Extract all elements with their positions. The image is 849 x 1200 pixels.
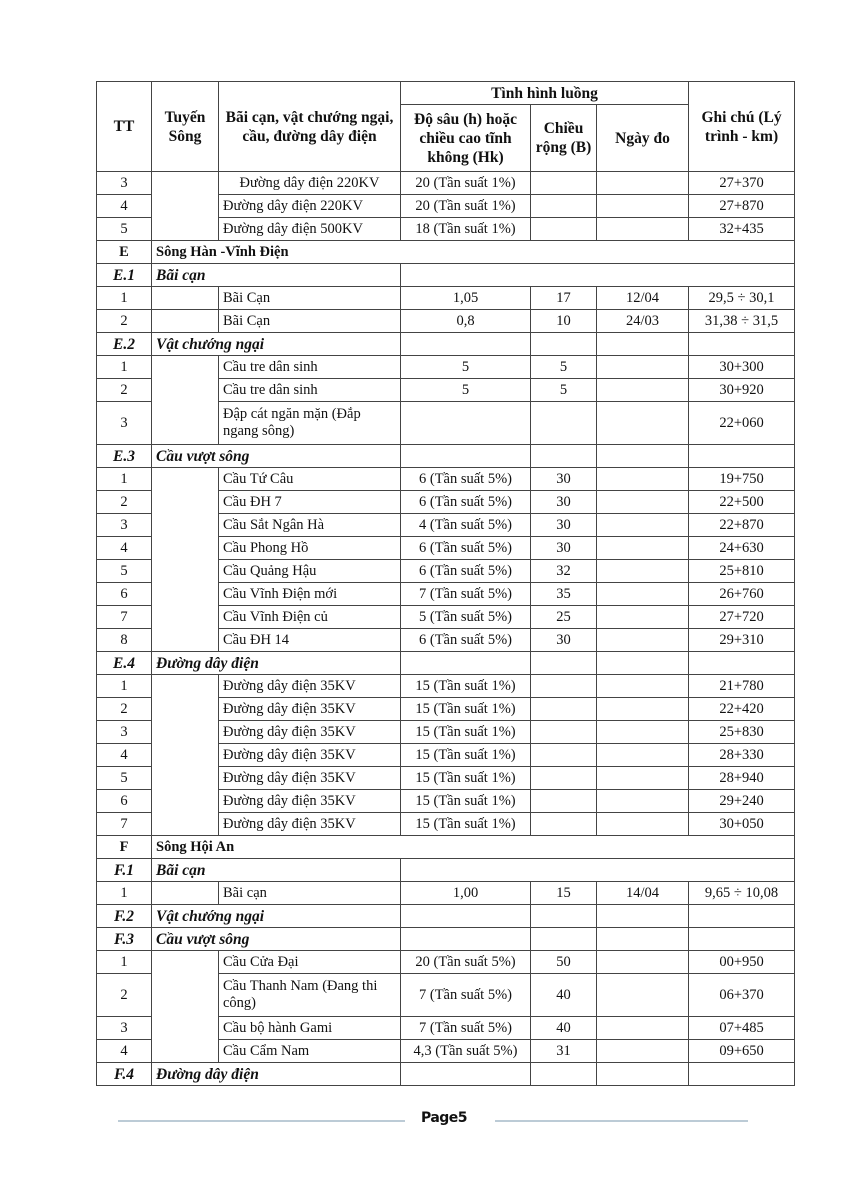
subsection-title: Bãi cạn (152, 859, 401, 882)
row-depth: 20 (Tần suất 5%) (401, 951, 531, 974)
row-name: Đường dây điện 220KV (219, 172, 401, 195)
row-note: 00+950 (689, 951, 795, 974)
row-depth: 6 (Tần suất 5%) (401, 560, 531, 583)
empty-cell (597, 1063, 689, 1086)
row-tt: 1 (97, 951, 152, 974)
row-date (597, 790, 689, 813)
section-code: F (97, 836, 152, 859)
row-note: 25+830 (689, 721, 795, 744)
row-tt: 5 (97, 218, 152, 241)
empty-cell (597, 333, 689, 356)
row-width: 15 (531, 882, 597, 905)
row-note: 28+330 (689, 744, 795, 767)
table-row (97, 675, 795, 698)
row-note: 22+500 (689, 491, 795, 514)
row-width: 40 (531, 1017, 597, 1040)
row-name: Bãi cạn (219, 882, 401, 905)
row-date (597, 606, 689, 629)
empty-cell (597, 445, 689, 468)
row-date (597, 491, 689, 514)
empty-cell (597, 905, 689, 928)
row-note: 24+630 (689, 537, 795, 560)
subsection-row-f4 (97, 1063, 795, 1086)
table-row (97, 468, 795, 491)
subsection-row-f3 (97, 928, 795, 951)
row-note: 25+810 (689, 560, 795, 583)
row-name: Cầu bộ hành Gami (219, 1017, 401, 1040)
empty-cell (689, 905, 795, 928)
col-header-tinh-hinh-luong: Tình hình luồng (401, 82, 689, 105)
row-tt: 3 (97, 1017, 152, 1040)
row-tt: 2 (97, 310, 152, 333)
subsection-title: Vật chướng ngại (152, 905, 401, 928)
row-name: Cầu Phong Hồ (219, 537, 401, 560)
row-width (531, 402, 597, 445)
row-name: Đường dây điện 35KV (219, 744, 401, 767)
row-note: 32+435 (689, 218, 795, 241)
row-depth: 6 (Tần suất 5%) (401, 629, 531, 652)
row-depth: 7 (Tần suất 5%) (401, 583, 531, 606)
row-depth: 6 (Tần suất 5%) (401, 491, 531, 514)
subsection-row-f1 (97, 859, 795, 882)
subsection-title: Đường dây điện (152, 1063, 401, 1086)
river-cell (152, 951, 219, 1063)
row-width: 30 (531, 537, 597, 560)
row-depth: 15 (Tần suất 1%) (401, 767, 531, 790)
subsection-title: Cầu vượt sông (152, 928, 401, 951)
row-width: 30 (531, 514, 597, 537)
row-name: Cầu Quảng Hậu (219, 560, 401, 583)
row-name: Cầu ĐH 14 (219, 629, 401, 652)
row-name: Bãi Cạn (219, 310, 401, 333)
subsection-row-e2 (97, 333, 795, 356)
row-width: 50 (531, 951, 597, 974)
row-name: Cầu Vĩnh Điện củ (219, 606, 401, 629)
row-date (597, 675, 689, 698)
row-depth: 1,05 (401, 287, 531, 310)
row-name: Cầu Cẩm Nam (219, 1040, 401, 1063)
row-tt: 4 (97, 1040, 152, 1063)
row-depth: 5 (401, 356, 531, 379)
row-depth: 6 (Tần suất 5%) (401, 468, 531, 491)
row-width (531, 813, 597, 836)
row-name: Đường dây điện 35KV (219, 721, 401, 744)
section-title: Sông Hàn -Vĩnh Điện (152, 241, 795, 264)
table-row (97, 356, 795, 379)
row-note: 27+720 (689, 606, 795, 629)
empty-cell (531, 333, 597, 356)
table-row (97, 172, 795, 195)
row-depth: 15 (Tần suất 1%) (401, 744, 531, 767)
subsection-code: E.1 (97, 264, 152, 287)
row-note: 09+650 (689, 1040, 795, 1063)
col-header-ngay-do: Ngày đo (597, 105, 689, 172)
row-date (597, 951, 689, 974)
row-note: 22+060 (689, 402, 795, 445)
river-obstacle-table (96, 81, 795, 1086)
row-tt: 4 (97, 195, 152, 218)
row-tt: 2 (97, 379, 152, 402)
row-width: 5 (531, 379, 597, 402)
row-tt: 1 (97, 675, 152, 698)
row-name: Cầu tre dân sinh (219, 356, 401, 379)
section-code: E (97, 241, 152, 264)
empty-cell (689, 928, 795, 951)
row-width: 32 (531, 560, 597, 583)
river-cell (152, 675, 219, 836)
row-width (531, 698, 597, 721)
row-name: Đường dây điện 35KV (219, 698, 401, 721)
row-note: 27+370 (689, 172, 795, 195)
row-date (597, 514, 689, 537)
empty-cell (401, 264, 795, 287)
row-tt: 2 (97, 974, 152, 1017)
empty-cell (531, 445, 597, 468)
col-header-bai-can: Bãi cạn, vật chướng ngại, cầu, đường dây điện (219, 82, 401, 172)
empty-cell (597, 652, 689, 675)
row-width (531, 767, 597, 790)
subsection-row-e3 (97, 445, 795, 468)
row-width: 10 (531, 310, 597, 333)
empty-cell (531, 905, 597, 928)
row-date: 24/03 (597, 310, 689, 333)
row-depth: 5 (401, 379, 531, 402)
row-date (597, 721, 689, 744)
subsection-title: Bãi cạn (152, 264, 401, 287)
row-date (597, 767, 689, 790)
row-name: Đường dây điện 35KV (219, 813, 401, 836)
row-date (597, 698, 689, 721)
row-name: Cầu Cửa Đại (219, 951, 401, 974)
row-depth: 15 (Tần suất 1%) (401, 675, 531, 698)
footer-rule-left (118, 1120, 405, 1122)
row-date (597, 560, 689, 583)
row-tt: 7 (97, 813, 152, 836)
row-width (531, 218, 597, 241)
row-tt: 6 (97, 583, 152, 606)
row-date (597, 744, 689, 767)
empty-cell (689, 1063, 795, 1086)
row-name: Đường dây điện 35KV (219, 790, 401, 813)
row-note: 07+485 (689, 1017, 795, 1040)
subsection-title: Vật chướng ngại (152, 333, 401, 356)
row-name: Cầu Sắt Ngân Hà (219, 514, 401, 537)
section-row-f (97, 836, 795, 859)
row-date (597, 974, 689, 1017)
section-title: Sông Hội An (152, 836, 795, 859)
subsection-row-f2 (97, 905, 795, 928)
empty-cell (401, 928, 531, 951)
row-note: 22+420 (689, 698, 795, 721)
river-cell (152, 882, 219, 905)
subsection-title: Đường dây điện (152, 652, 401, 675)
row-name: Cầu Tứ Câu (219, 468, 401, 491)
row-tt: 3 (97, 172, 152, 195)
row-tt: 2 (97, 698, 152, 721)
empty-cell (689, 333, 795, 356)
row-date (597, 379, 689, 402)
row-note: 30+050 (689, 813, 795, 836)
row-note: 29,5 ÷ 30,1 (689, 287, 795, 310)
subsection-code: F.1 (97, 859, 152, 882)
empty-cell (401, 1063, 531, 1086)
river-cell (152, 310, 219, 333)
row-tt: 4 (97, 744, 152, 767)
subsection-code: E.2 (97, 333, 152, 356)
row-date (597, 1040, 689, 1063)
table-row (97, 310, 795, 333)
row-width (531, 172, 597, 195)
river-cell (152, 356, 219, 445)
row-tt: 1 (97, 356, 152, 379)
row-width: 31 (531, 1040, 597, 1063)
row-tt: 4 (97, 537, 152, 560)
row-depth: 0,8 (401, 310, 531, 333)
row-date: 12/04 (597, 287, 689, 310)
row-depth: 15 (Tần suất 1%) (401, 813, 531, 836)
row-date (597, 629, 689, 652)
subsection-code: F.4 (97, 1063, 152, 1086)
row-date (597, 468, 689, 491)
row-tt: 1 (97, 882, 152, 905)
row-note: 30+920 (689, 379, 795, 402)
row-note: 29+240 (689, 790, 795, 813)
row-tt: 2 (97, 491, 152, 514)
row-width: 5 (531, 356, 597, 379)
col-header-do-sau: Độ sâu (h) hoặc chiều cao tĩnh không (Hk) (401, 105, 531, 172)
row-note: 30+300 (689, 356, 795, 379)
row-note: 19+750 (689, 468, 795, 491)
subsection-row-e1 (97, 264, 795, 287)
row-note: 06+370 (689, 974, 795, 1017)
row-date (597, 356, 689, 379)
row-tt: 3 (97, 721, 152, 744)
row-tt: 1 (97, 287, 152, 310)
row-date (597, 537, 689, 560)
river-cell (152, 468, 219, 652)
row-date (597, 195, 689, 218)
row-name: Cầu Vĩnh Điện mới (219, 583, 401, 606)
row-date (597, 172, 689, 195)
row-depth: 15 (Tần suất 1%) (401, 790, 531, 813)
empty-cell (401, 652, 531, 675)
row-note: 27+870 (689, 195, 795, 218)
table-row (97, 951, 795, 974)
subsection-code: E.3 (97, 445, 152, 468)
row-name: Cầu Thanh Nam (Đang thi công) (219, 974, 401, 1017)
row-depth: 7 (Tần suất 5%) (401, 974, 531, 1017)
row-depth: 20 (Tần suất 1%) (401, 172, 531, 195)
row-tt: 6 (97, 790, 152, 813)
row-note: 29+310 (689, 629, 795, 652)
row-width (531, 195, 597, 218)
table-row (97, 882, 795, 905)
subsection-row-e4 (97, 652, 795, 675)
empty-cell (401, 859, 795, 882)
row-width: 17 (531, 287, 597, 310)
row-width: 25 (531, 606, 597, 629)
row-tt: 7 (97, 606, 152, 629)
row-name: Đập cát ngăn mặn (Đắp ngang sông) (219, 402, 401, 445)
row-width: 30 (531, 491, 597, 514)
river-cell (152, 287, 219, 310)
row-depth: 7 (Tần suất 5%) (401, 1017, 531, 1040)
row-name: Đường dây điện 35KV (219, 675, 401, 698)
empty-cell (401, 445, 531, 468)
row-name: Cầu ĐH 7 (219, 491, 401, 514)
row-width: 35 (531, 583, 597, 606)
subsection-title: Cầu vượt sông (152, 445, 401, 468)
row-width: 30 (531, 468, 597, 491)
row-depth: 4,3 (Tần suất 5%) (401, 1040, 531, 1063)
row-depth: 5 (Tần suất 5%) (401, 606, 531, 629)
section-row-e (97, 241, 795, 264)
row-tt: 1 (97, 468, 152, 491)
row-date (597, 402, 689, 445)
row-note: 21+780 (689, 675, 795, 698)
row-note: 31,38 ÷ 31,5 (689, 310, 795, 333)
empty-cell (689, 445, 795, 468)
row-name: Đường dây điện 500KV (219, 218, 401, 241)
row-depth: 18 (Tần suất 1%) (401, 218, 531, 241)
row-width (531, 675, 597, 698)
row-name: Bãi Cạn (219, 287, 401, 310)
empty-cell (401, 905, 531, 928)
row-date (597, 813, 689, 836)
row-name: Cầu tre dân sinh (219, 379, 401, 402)
row-tt: 5 (97, 767, 152, 790)
empty-cell (401, 333, 531, 356)
row-depth: 15 (Tần suất 1%) (401, 721, 531, 744)
row-tt: 8 (97, 629, 152, 652)
row-note: 28+940 (689, 767, 795, 790)
row-depth (401, 402, 531, 445)
row-date (597, 583, 689, 606)
row-date: 14/04 (597, 882, 689, 905)
river-cell (152, 172, 219, 241)
row-width (531, 790, 597, 813)
empty-cell (597, 928, 689, 951)
row-name: Đường dây điện 35KV (219, 767, 401, 790)
row-name: Đường dây điện 220KV (219, 195, 401, 218)
page-number: Page5 (420, 1110, 468, 1126)
row-note: 9,65 ÷ 10,08 (689, 882, 795, 905)
row-width (531, 744, 597, 767)
row-note: 22+870 (689, 514, 795, 537)
row-tt: 5 (97, 560, 152, 583)
empty-cell (531, 1063, 597, 1086)
row-width: 40 (531, 974, 597, 1017)
empty-cell (531, 652, 597, 675)
row-depth: 4 (Tần suất 5%) (401, 514, 531, 537)
row-note: 26+760 (689, 583, 795, 606)
row-depth: 20 (Tần suất 1%) (401, 195, 531, 218)
row-width: 30 (531, 629, 597, 652)
row-date (597, 218, 689, 241)
row-depth: 6 (Tần suất 5%) (401, 537, 531, 560)
col-header-ghi-chu: Ghi chú (Lý trình - km) (689, 82, 795, 172)
empty-cell (531, 928, 597, 951)
row-depth: 1,00 (401, 882, 531, 905)
subsection-code: F.2 (97, 905, 152, 928)
subsection-code: E.4 (97, 652, 152, 675)
subsection-code: F.3 (97, 928, 152, 951)
row-width (531, 721, 597, 744)
empty-cell (689, 652, 795, 675)
row-date (597, 1017, 689, 1040)
col-header-tt: TT (97, 82, 152, 172)
table-row (97, 287, 795, 310)
col-header-tuyen-song: Tuyến Sông (152, 82, 219, 172)
col-header-chieu-rong: Chiều rộng (B) (531, 105, 597, 172)
row-depth: 15 (Tần suất 1%) (401, 698, 531, 721)
row-tt: 3 (97, 514, 152, 537)
footer-rule-right (495, 1120, 748, 1122)
row-tt: 3 (97, 402, 152, 445)
